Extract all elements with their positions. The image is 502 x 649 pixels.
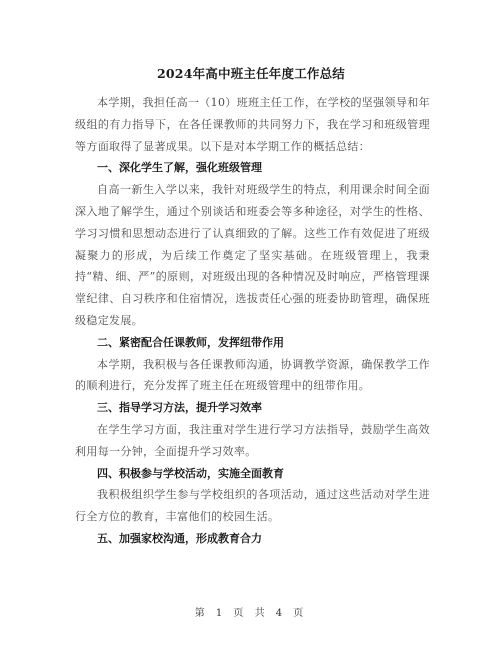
section-5-heading: 五、加强家校沟通，形成教育合力 bbox=[97, 531, 262, 545]
section-2-paragraph: 本学期，我积极与各任课教师沟通，协调教学资源，确保教学工作的顺利进行，充分发挥了班主任在班级管理中的纽带作用。 bbox=[75, 357, 430, 393]
section-4-heading: 四、积极参与学校活动，实施全面教育 bbox=[97, 466, 284, 480]
section-4-paragraph: 我积极组织学生参与学校组织的各项活动，通过这些活动对学生进行全方位的教育，丰富他们的校园生活。 bbox=[75, 488, 430, 524]
section-3-heading: 三、指导学习方法，提升学习效率 bbox=[97, 401, 262, 415]
section-3-paragraph: 在学生学习方面，我注重对学生进行学习方法指导，鼓励学生高效利用每一分钟，全面提升学习效率。 bbox=[75, 422, 430, 458]
page-number: 第 1 页 共 4 页 bbox=[194, 608, 308, 619]
intro-paragraph: 本学期，我担任高一（10）班班主任工作，在学校的坚强领导和年级组的有力指导下，在各任课教师的共同努力下，我在学习和班级管理等方面取得了显著成果。以下是对本学期工作的概括总结： bbox=[75, 96, 430, 153]
section-1-heading: 一、深化学生了解，强化班级管理 bbox=[97, 161, 262, 175]
document-title: 2024年高中班主任年度工作总结 bbox=[157, 66, 345, 81]
document-body bbox=[75, 92, 430, 550]
section-1-paragraph: 自高一新生入学以来，我针对班级学生的特点，利用课余时间全面深入地了解学生，通过个别谈话和班委会等多种途径，对学生的性格、学习习惯和思想动态进行了认真细致的了解。这些工作有效促进了班级凝聚力的形成，为后续工作奠定了坚实基础。在班级管理上，我秉持“精、细、严”的原则，对班级出现的各种情况及时响应，严格管理课堂纪律、自习秩序和住宿情况，选拔责任心强的班委协助管理，确保班级稳定发展。 bbox=[75, 183, 430, 327]
section-2-heading: 二、紧密配合任课教师，发挥纽带作用 bbox=[97, 335, 284, 349]
